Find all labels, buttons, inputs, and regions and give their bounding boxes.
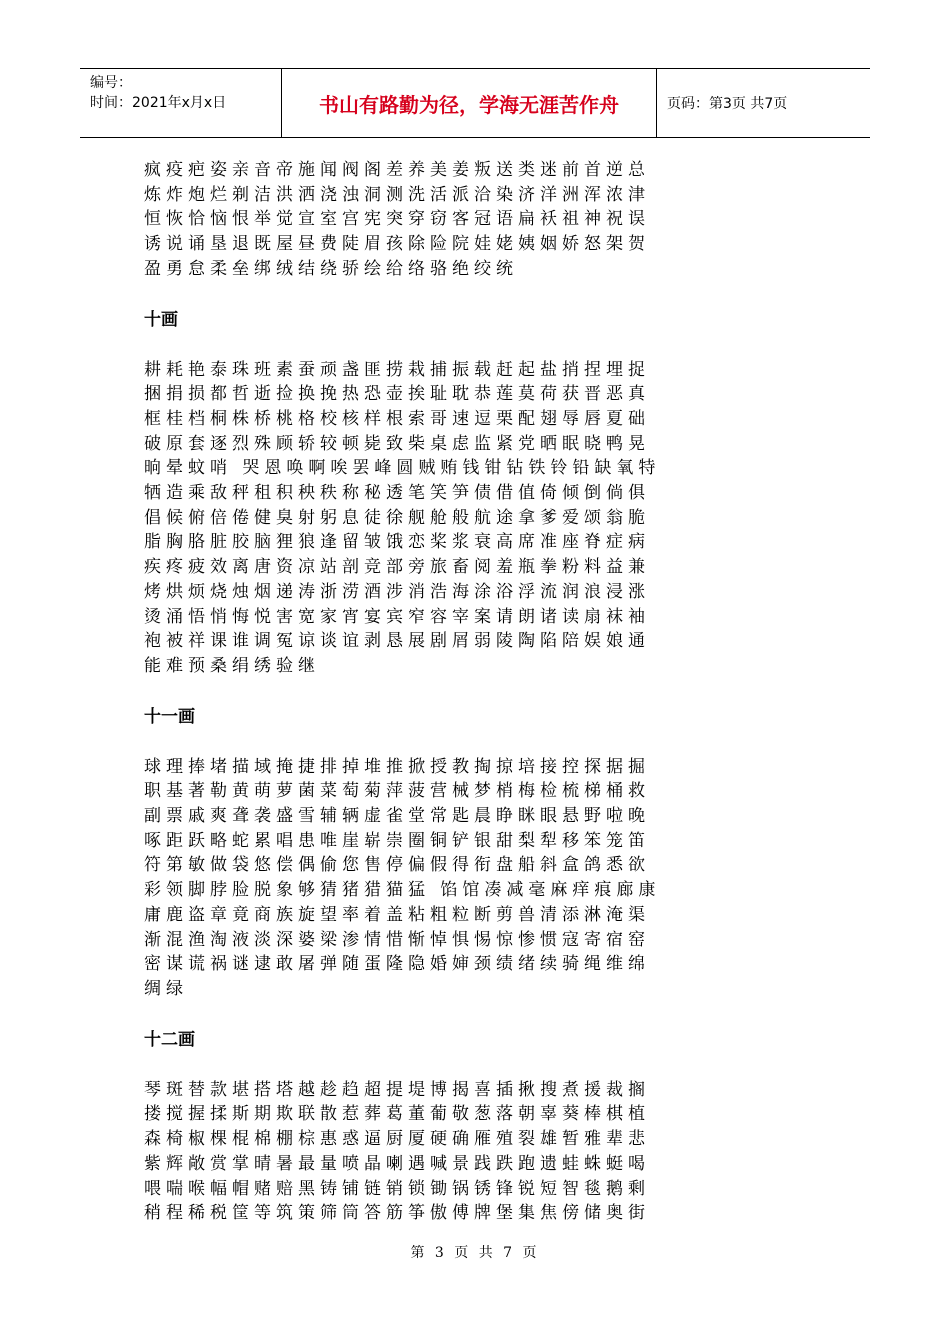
character-line: 绸绿 [144, 978, 188, 999]
character-line: 渐混渔淘液淡深婆梁渗情惜惭悼惧惕惊惨惯寇寄宿窑 [144, 929, 650, 950]
character-line: 倡候俯倍倦健臭射躬息徒徐舰舱般航途拿爹爱颂翁脆 [144, 507, 650, 528]
character-line: 耕耗艳泰珠班素蚕顽盏匪捞栽捕振载赶起盐捎捏埋捉 [144, 359, 650, 380]
character-line: 疾疼疲效离唐资凉站剖竞部旁旅畜阅羞瓶拳粉料益兼 [144, 557, 650, 578]
character-line: 密谋谎祸谜逮敢屠弹随蛋隆隐婚婶颈绩绪续骑绳维绵 [144, 954, 650, 975]
number-label: 编号： [90, 75, 132, 91]
motto: 书山有路勤为径，学海无涯苦作舟 [282, 69, 657, 137]
character-line: 职基著勒黄萌萝菌菜萄菊萍菠营械梦梢梅检梳梯桶救 [144, 781, 650, 802]
character-line: 符第敏做袋悠偿偶偷您售停偏假得衔盘船斜盒鸽悉欲 [144, 855, 650, 876]
character-line: 森椅椒棵棍棉棚棕惠惑逼厨厦硬确雁殖裂雄暂雅辈悲 [144, 1129, 650, 1150]
character-line: 诱说诵垦退既屋昼费陡眉孩除险院娃姥姨姻娇怒架贺 [144, 234, 650, 255]
time-label: 时间：2021年x月x日 [90, 95, 227, 111]
character-line: 搂搅握揉斯期欺联散惹葬葛董葡敬葱落朝辜葵棒棋植 [144, 1104, 650, 1125]
character-line: 炼炸炮烂剃洁洪洒浇浊洞测洗活派洽染济洋洲浑浓津 [144, 184, 650, 205]
document-header [80, 68, 870, 138]
character-line: 晌晕蚊哨 哭恩唤啊唉罢峰圆贼贿钱钳钻铁铃铅缺氧特 [144, 458, 661, 479]
page-info: 页码：第3页 共7页 [667, 96, 788, 112]
header-meta [80, 69, 282, 137]
character-line: 庸鹿盗章竟商族旋望率着盖粘粗粒断剪兽清添淋淹渠 [144, 904, 650, 925]
character-line: 框桂档桐株桥桃格校核样根索哥速逗栗配翅辱唇夏础 [144, 408, 650, 429]
character-line: 袍被祥课谁调冤谅谈谊剥恳展剧屑弱陵陶陷陪娱娘通 [144, 631, 650, 652]
character-line: 啄距跃略蛇累唱患唯崖崭崇圈铜铲银甜梨犁移笨笼笛 [144, 830, 650, 851]
character-line: 能难预桑绢绣验继 [144, 655, 320, 676]
page-footer: 第 3 页 共 7 页 [410, 1245, 540, 1261]
character-line: 喂喘喉幅帽赌赔黑铸铺链销锁锄锅锈锋锐短智毯鹅剩 [144, 1178, 650, 1199]
character-line: 琴斑替款堪搭塔越趁趋超提堤博揭喜插揪搜煮援裁搁 [144, 1079, 650, 1100]
character-list [144, 158, 824, 1226]
character-line: 捆捐损都哲逝捡换挽热恐壶挨耻耽恭莲莫荷获晋恶真 [144, 384, 650, 405]
section-heading: 十一画 [144, 706, 195, 727]
character-line: 烫涌悟悄悔悦害宽家宵宴宾窄容宰案请朗诸读扇袜袖 [144, 606, 650, 627]
section-heading: 十画 [144, 309, 178, 330]
character-line: 疯疫疤姿亲音帝施闻阀阁差养美姜叛送类迷前首逆总 [144, 160, 650, 180]
character-line: 球理捧堵描域掩捷排掉堆推掀授教掏掠培接控探据掘 [144, 756, 650, 777]
character-line: 恒恢恰恼恨举觉宣室宫宪突穿窃客冠语扁袄祖神祝误 [144, 209, 650, 230]
character-line: 烤烘烦烧烛烟递涛浙涝酒涉消浩海涂浴浮流润浪浸涨 [144, 581, 650, 602]
character-line: 紫辉敞赏掌晴暑最量喷晶喇遇喊景践跌跑遗蛙蛛蜓喝 [144, 1153, 650, 1174]
character-line: 破原套逐烈殊顾轿较顿毙致柴桌虑监紧党晒眠晓鸭晃 [144, 433, 650, 454]
character-line: 彩领脚脖脸脱象够猜猪猎猫猛 馅馆凑减毫麻痒痕廊康 [144, 880, 661, 901]
character-line: 副票戚爽聋袭盛雪辅辆虚雀堂常匙晨睁眯眼悬野啦晚 [144, 806, 650, 827]
character-line: 牺造乘敌秤租积秧秩称秘透笔笑笋债借值倚倾倒倘俱 [144, 483, 650, 504]
section-heading: 十二画 [144, 1029, 195, 1050]
character-line: 稍程稀税筐等筑策筛筒答筋筝傲傅牌堡集焦傍储奥街 [144, 1203, 650, 1224]
character-line: 脂胸胳脏胶脑狸狼逢留皱饿恋桨浆衰高席准座脊症病 [144, 532, 650, 553]
character-line: 盈勇怠柔垒绑绒结绕骄绘给络骆绝绞统 [144, 258, 518, 279]
